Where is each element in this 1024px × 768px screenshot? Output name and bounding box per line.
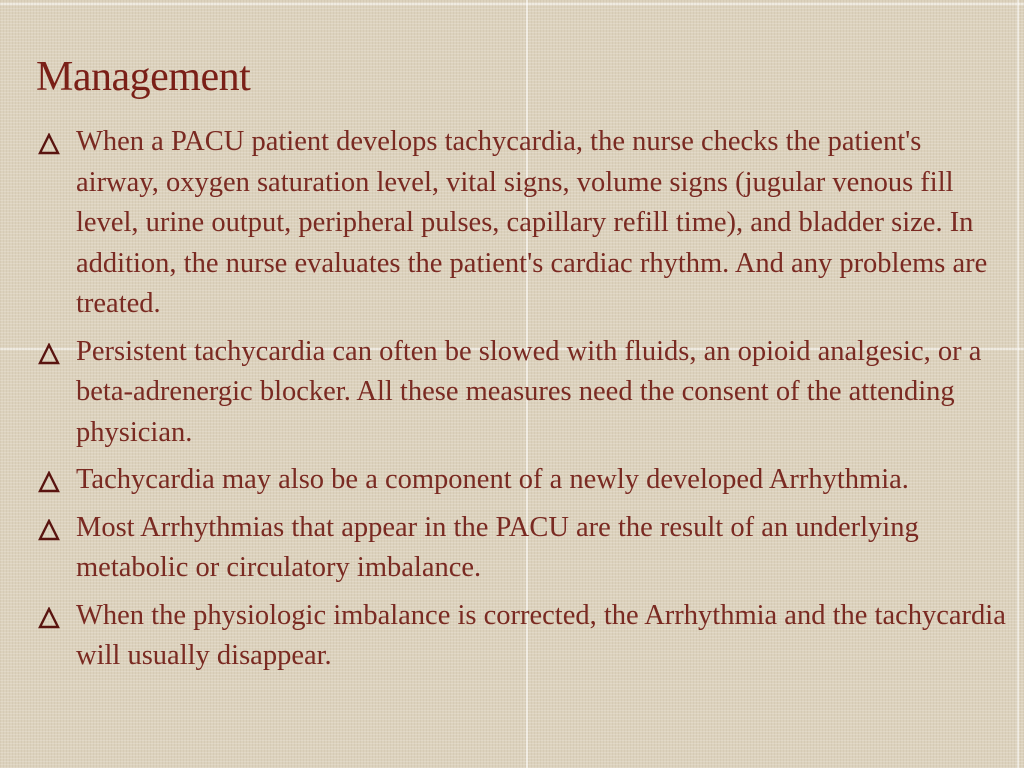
bullet-item bbox=[34, 460, 1006, 501]
bullet-item bbox=[34, 508, 1006, 589]
bullet-text: Persistent tachycardia can often be slowed with fluids, an opioid analgesic, or a beta-adrenergic blocker. All these measures need the consent of the attending physician. bbox=[76, 335, 982, 448]
bullet-text: Most Arrhythmias that appear in the PACU are the result of an underlying metabolic or circulatory imbalance. bbox=[76, 511, 919, 583]
bullet-text: When a PACU patient develops tachycardia, the nurse checks the patient's airway, oxygen saturation level, vital signs, volume signs (jugular venous fill level, urine output, peripheral pulses, capillary refill time), and bladder size. In addition, the nurse evaluates the patient's cardiac rhythm. And any problems are treated. bbox=[76, 126, 988, 319]
slide-title: Management bbox=[36, 54, 251, 100]
bullet-item bbox=[34, 596, 1006, 677]
bullet-text: Tachycardia may also be a component of a newly developed Arrhythmia. bbox=[76, 464, 909, 495]
bullet-list bbox=[34, 122, 1006, 684]
bullet-text: When the physiologic imbalance is corrected, the Arrhythmia and the tachycardia will usually disappear. bbox=[76, 599, 1006, 671]
bullet-item bbox=[34, 332, 1006, 454]
bullet-item bbox=[34, 122, 1006, 325]
